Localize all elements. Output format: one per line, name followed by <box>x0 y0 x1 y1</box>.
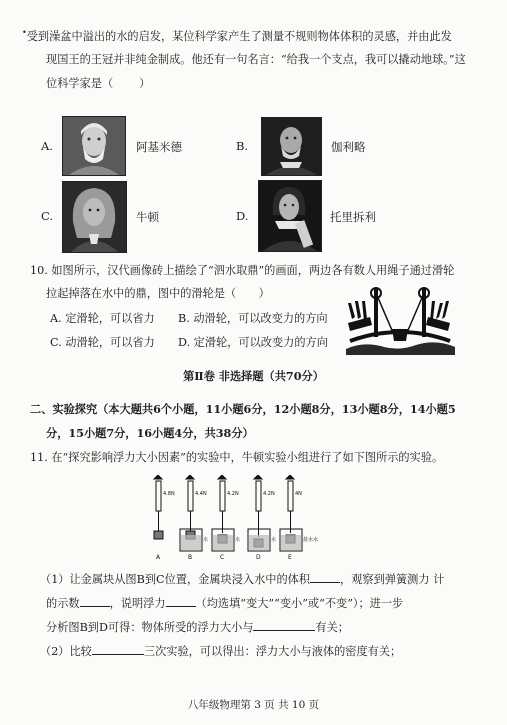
q10-option-b: B. 动滑轮，可以改变力的方向 <box>178 312 328 325</box>
q11-p1-text-e: （均选填“变大”“变小”或“不变”）；进一步 <box>195 597 404 610</box>
q10-stem-line1: 10. 如图所示，汉代画像砖上描绘了“泗水取鼎”的画面，两边各有数人用绳子通过滑轮 <box>30 264 455 277</box>
q9-option-d-name: 托里拆利 <box>330 210 376 224</box>
answer-blank-volume[interactable] <box>310 571 340 583</box>
reading-d: 4.2N <box>263 491 275 497</box>
q11-p1-text-b: ，观察到弹簧测力 计 <box>340 573 445 586</box>
q9-option-a-label: A. <box>41 139 53 153</box>
q11-part1-line2 <box>46 595 403 611</box>
buoyancy-experiment-figure <box>148 475 338 561</box>
q9-option-b-label: B. <box>236 139 249 153</box>
q11-part2-line1 <box>40 643 401 659</box>
q11-stem: 11. 在“探究影响浮力大小因素”的实验中，牛顿实验小组进行了如下图所示的实验。 <box>30 451 444 464</box>
q9-option-d-label: D. <box>236 209 249 223</box>
letter-c: C <box>220 554 225 561</box>
q9-stem-line2: 现国王的王冠并非纯金制成。他还有一句名言：“给我一个支点，我可以撬动地球。”这 <box>46 53 466 66</box>
q11-p1-text-c: 的示数 <box>46 597 80 610</box>
q11-p2-text-b: 三次实验，可以得出：浮力大小与液体的密度有关； <box>143 645 402 658</box>
page-footer: 八年级物理第 3 页 共 10 页 <box>187 699 320 711</box>
q11-part1-line3 <box>46 619 349 635</box>
archimedes-portrait <box>62 116 126 176</box>
q9-line1-text: 受到澡盆中溢出的水的启发，某位科学家产生了测量不规则物体体积的灵感，并由此发 <box>26 30 452 43</box>
liquid-d: 水 <box>271 537 277 543</box>
section2-line1: 二、实验探究（本大题共6个小题，11小题6分，12小题8分，13小题8分，14小题5 <box>30 402 456 416</box>
letter-d: D <box>256 554 261 561</box>
q11-p2-text-a: （2）比较 <box>40 645 92 658</box>
reading-c: 4.2N <box>227 491 239 497</box>
q10-option-d: D. 定滑轮，可以改变力的方向 <box>178 336 328 349</box>
q9-option-b-name: 伽利略 <box>331 140 366 154</box>
q11-p1-text-d: ，说明浮力 <box>109 597 166 610</box>
q10-option-a: A. 定滑轮，可以省力 <box>50 312 155 325</box>
answer-blank-experiments[interactable] <box>92 643 144 655</box>
liquid-b: 水 <box>203 537 209 543</box>
galileo-portrait <box>261 117 322 176</box>
part2-title: 第Ⅱ卷 非选择题（共70分） <box>183 369 324 383</box>
q9-stem-line1 <box>22 28 452 44</box>
newton-portrait <box>62 181 127 253</box>
letter-a: A <box>156 554 161 561</box>
liquid-c: 水 <box>235 537 241 543</box>
answer-blank-buoyancy[interactable] <box>166 595 196 607</box>
pulley-illustration <box>344 283 457 355</box>
answer-blank-factor[interactable] <box>253 619 315 631</box>
section2-line2: 分，15小题7分，16小题4分，共38分） <box>46 426 254 440</box>
q11-p1-text-a: （1）让金属块从图B到C位置，金属块浸入水中的体积 <box>40 573 311 586</box>
letter-b: B <box>188 554 193 561</box>
bullet-mark: • <box>22 28 27 37</box>
q11-part1-line1 <box>40 571 444 587</box>
torricelli-portrait <box>258 180 322 252</box>
answer-blank-reading[interactable] <box>80 595 110 607</box>
q10-option-c: C. 动滑轮，可以省力 <box>50 336 155 349</box>
liquid-e: 盐水水 <box>303 537 319 543</box>
q9-option-c-label: C. <box>41 209 54 223</box>
letter-e: E <box>288 554 292 561</box>
q9-line3-suffix: ） <box>139 77 151 90</box>
q11-p1-text-g: 有关； <box>315 621 349 634</box>
q9-option-c-name: 牛顿 <box>136 210 159 224</box>
reading-b: 4.4N <box>195 491 207 497</box>
q10-stem-line2: 拉起掉落在水中的鼎，图中的滑轮是（ ） <box>46 287 270 300</box>
q9-option-a-name: 阿基米德 <box>136 140 182 154</box>
q9-stem-line3 <box>46 75 150 91</box>
reading-a: 4.8N <box>163 491 175 497</box>
q9-line3-prefix: 位科学家是（ <box>46 77 114 90</box>
reading-e: 4N <box>295 491 302 497</box>
q11-p1-text-f: 分析图B到D可得：物体所受的浮力大小与 <box>46 621 254 634</box>
